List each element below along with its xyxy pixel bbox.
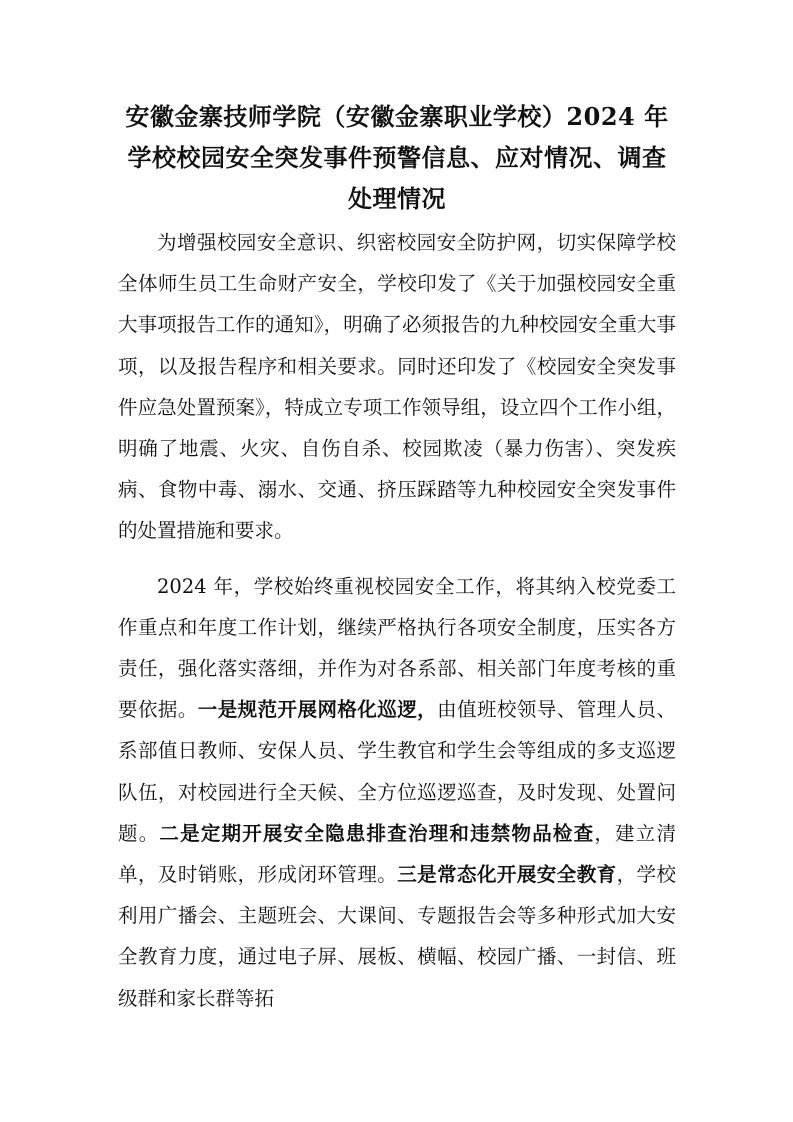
point-2-heading: 二是定期开展安全隐患排查治理和违禁物品检查: [159, 821, 595, 845]
point-1-heading: 一是规范开展网格化巡逻，: [197, 698, 438, 722]
measures-intro: 2024 年，学校始终重视校园安全工作，将其纳入校党委工作重点和年度工作计划，继续严格执行各项安全制度，压实各方责任，强化落实落细，并作为对各系部、相关部门年度考核的重要依据。: [118, 574, 676, 722]
point-3-text: ，学校利用广播会、主题班会、大课间、专题报告会等多种形式加大安全教育力度，通过电子屏、展板、横幅、校园广播、一封信、班级群和家长群等拓: [118, 863, 676, 1010]
document-body: [118, 222, 676, 1019]
title-line-2: 学校校园安全突发事件预警信息、应对情况、调查: [127, 143, 667, 172]
title-line-3: 处理情况: [348, 184, 446, 213]
title-line-1: 安徽金寨技师学院（安徽金寨职业学校）2024 年: [125, 102, 669, 131]
point-3-heading: 三是常态化开展安全教育: [397, 863, 617, 887]
paragraph-measures: [118, 566, 676, 1019]
document-title: [118, 96, 676, 219]
point-2-text: ，建立清单，及时销账，形成闭环管理。: [118, 821, 676, 887]
paragraph-intro: 为增强校园安全意识、织密校园安全防护网，切实保障学校全体师生员工生命财产安全，学校印发了《关于加强校园安全重大事项报告工作的通知》，明确了必须报告的九种校园安全重大事项，以及报告程序和相关要求。同时还印发了《校园安全突发事件应急处置预案》，特成立专项工作领导组，设立四个工作小组，明确了地震、火灾、自伤自杀、校园欺凌（暴力伤害）、突发疾病、食物中毒、溺水、交通、挤压踩踏等九种校园安全突发事件的处置措施和要求。: [118, 231, 676, 543]
point-1-text: 由值班校领导、管理人员、系部值日教师、安保人员、学生教官和学生会等组成的多支巡逻队伍，对校园进行全天候、全方位巡逻巡查，及时发现、处置问题。: [118, 698, 676, 845]
